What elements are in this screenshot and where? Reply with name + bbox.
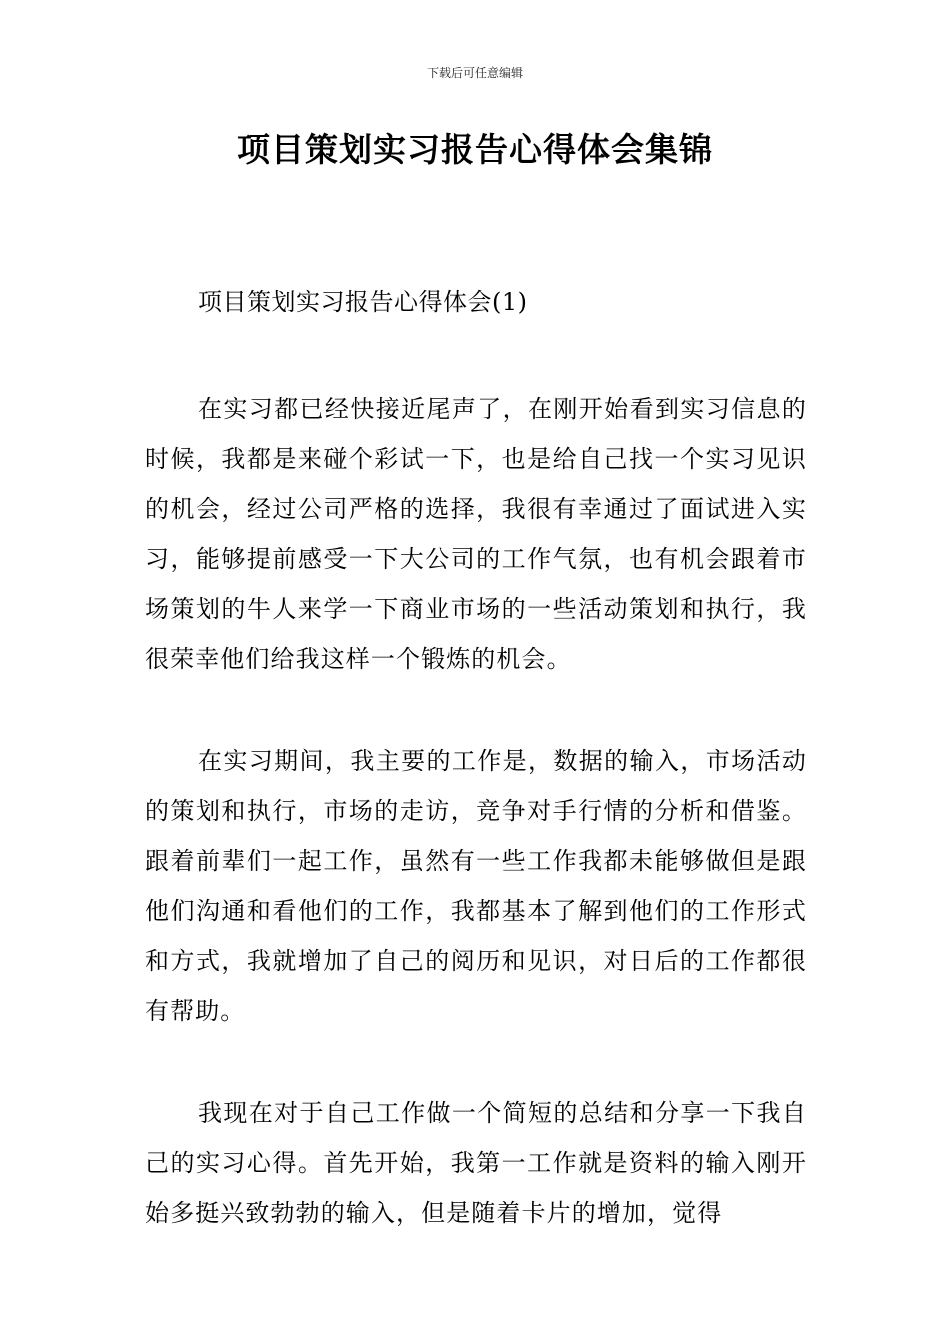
paragraph-1: 在实习都已经快接近尾声了，在刚开始看到实习信息的时候，我都是来碰个彩试一下，也是给自己找一个实习见识的机会，经过公司严格的选择，我很有幸通过了面试进入实习，能够提前感受一下大公司的工作气氛，也有机会跟着市场策划的牛人来学一下商业市场的一些活动策划和执行，我很荣幸他们给我这样一个锻炼的机会。 bbox=[145, 395, 807, 673]
document-title: 项目策划实习报告心得体会集锦 bbox=[237, 130, 713, 169]
paragraph-3: 我现在对于自己工作做一个简短的总结和分享一下我自己的实习心得。首先开始，我第一工作就是资料的输入刚开始多挺兴致勃勃的输入，但是随着卡片的增加，觉得 bbox=[145, 1099, 807, 1227]
header-note: 下载后可任意编辑 bbox=[426, 66, 523, 80]
document-body bbox=[145, 278, 807, 1290]
section-heading: 项目策划实习报告心得体会(1) bbox=[198, 288, 528, 316]
paragraph-2: 在实习期间，我主要的工作是，数据的输入，市场活动的策划和执行，市场的走访，竞争对手行情的分析和借鉴。跟着前辈们一起工作，虽然有一些工作我都未能够做但是跟他们沟通和看他们的工作，我都基本了解到他们的工作形式和方式，我就增加了自己的阅历和见识，对日后的工作都很有帮助。 bbox=[145, 747, 807, 1025]
